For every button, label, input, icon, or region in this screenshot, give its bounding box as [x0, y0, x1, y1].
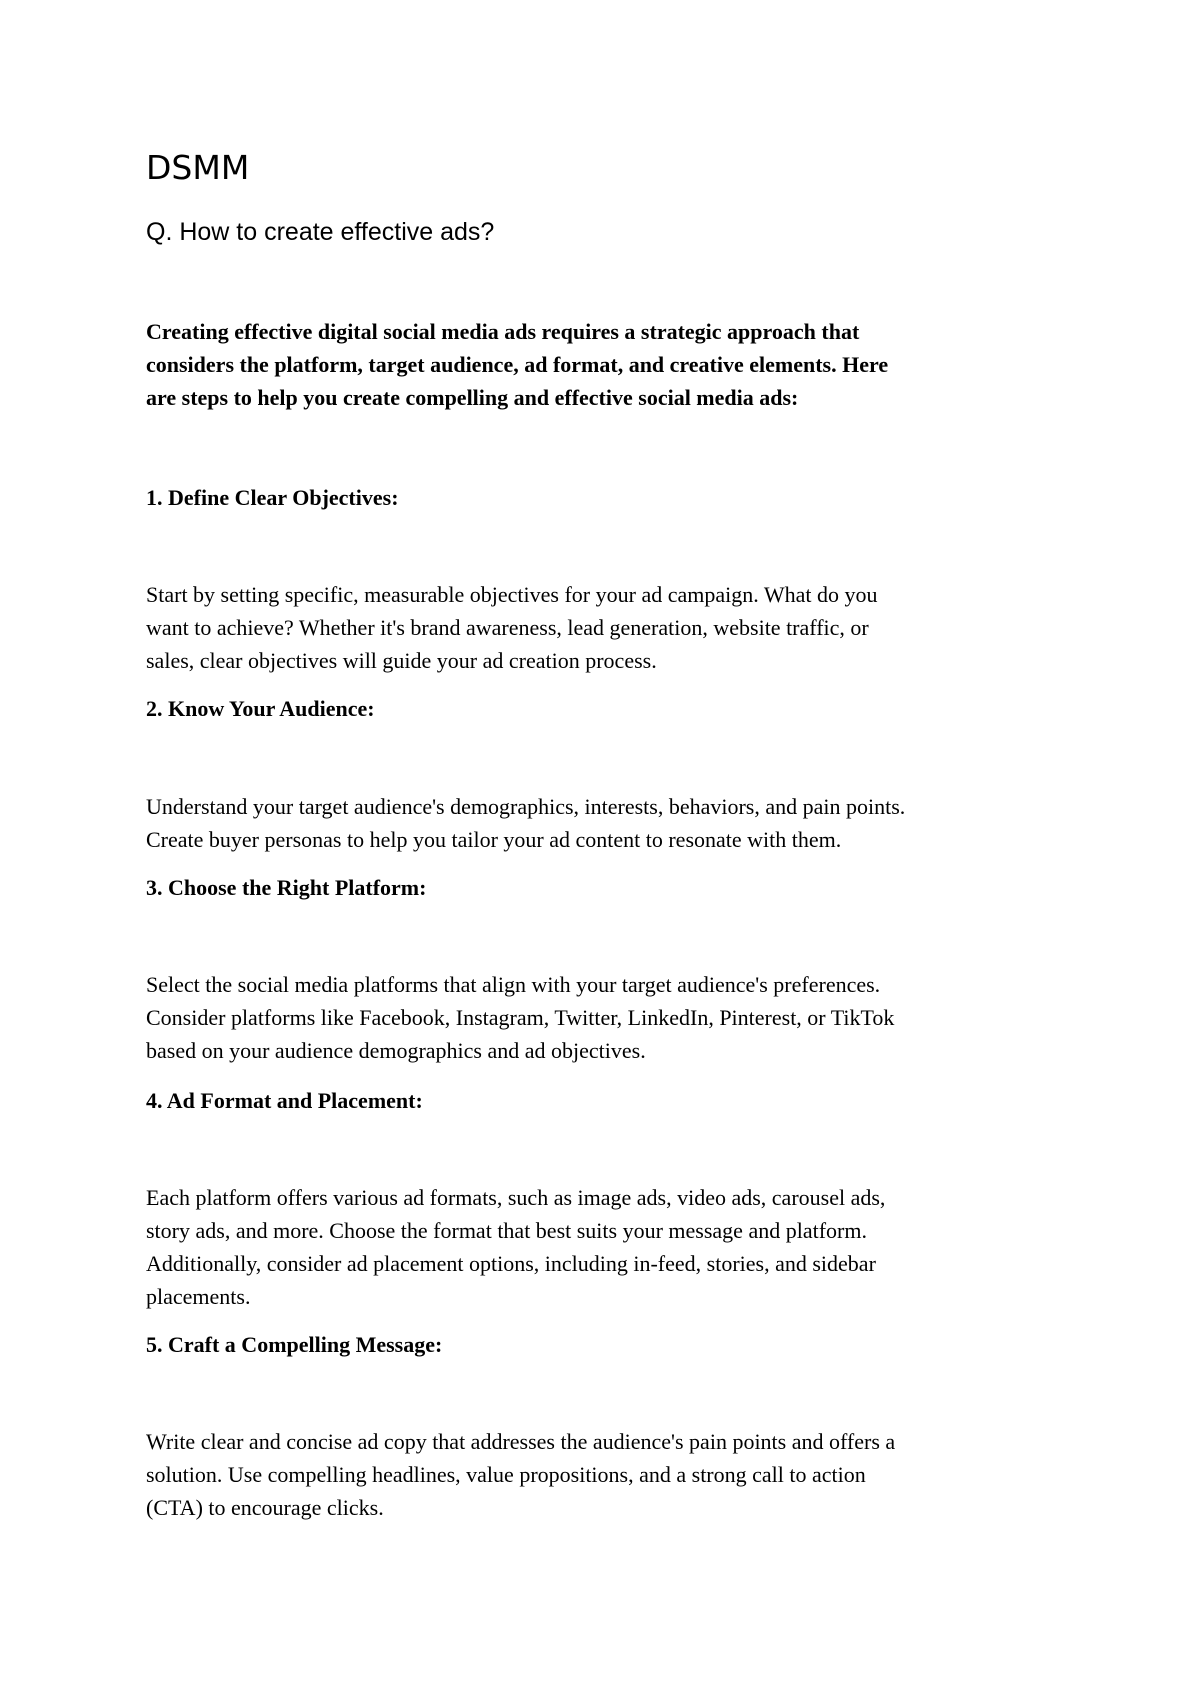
body-line: Create buyer personas to help you tailor your ad content to resonate with them.	[146, 827, 842, 852]
step-body-ad-format	[146, 1181, 1086, 1313]
body-line: Start by setting specific, measurable objectives for your ad campaign. What do you	[146, 582, 878, 607]
body-line: want to achieve? Whether it's brand awareness, lead generation, website traffic, or	[146, 615, 869, 640]
intro-line: considers the platform, target audience, ad format, and creative elements. Here	[146, 352, 889, 377]
body-line: Consider platforms like Facebook, Instagram, Twitter, LinkedIn, Pinterest, or TikTok	[146, 1005, 895, 1030]
step-heading-know-audience: 2. Know Your Audience:	[146, 696, 375, 721]
body-line: based on your audience demographics and ad objectives.	[146, 1038, 646, 1063]
step-heading-define-objectives: 1. Define Clear Objectives:	[146, 485, 399, 510]
intro-paragraph	[146, 315, 1086, 414]
body-line: Select the social media platforms that align with your target audience's preferences.	[146, 972, 881, 997]
step-heading-craft-message: 5. Craft a Compelling Message:	[146, 1332, 443, 1357]
body-line: Write clear and concise ad copy that addresses the audience's pain points and offers a	[146, 1429, 896, 1454]
body-line: placements.	[146, 1284, 251, 1309]
body-line: story ads, and more. Choose the format that best suits your message and platform.	[146, 1218, 867, 1243]
body-line: (CTA) to encourage clicks.	[146, 1495, 384, 1520]
body-line: Each platform offers various ad formats, such as image ads, video ads, carousel ads,	[146, 1185, 886, 1210]
question-heading: Q. How to create effective ads?	[146, 218, 495, 246]
intro-line: Creating effective digital social media ads requires a strategic approach that	[146, 319, 860, 344]
body-line: sales, clear objectives will guide your ad creation process.	[146, 648, 657, 673]
step-heading-ad-format: 4. Ad Format and Placement:	[146, 1088, 423, 1113]
document-title: DSMM	[146, 148, 250, 187]
intro-line: are steps to help you create compelling and effective social media ads:	[146, 385, 799, 410]
step-body-choose-platform	[146, 968, 1086, 1067]
step-body-know-audience	[146, 790, 1086, 856]
step-heading-choose-platform: 3. Choose the Right Platform:	[146, 875, 427, 900]
body-line: solution. Use compelling headlines, value propositions, and a strong call to action	[146, 1462, 866, 1487]
step-body-craft-message	[146, 1425, 1086, 1524]
step-body-define-objectives	[146, 578, 1086, 677]
body-line: Additionally, consider ad placement options, including in-feed, stories, and sidebar	[146, 1251, 876, 1276]
body-line: Understand your target audience's demographics, interests, behaviors, and pain points.	[146, 794, 906, 819]
